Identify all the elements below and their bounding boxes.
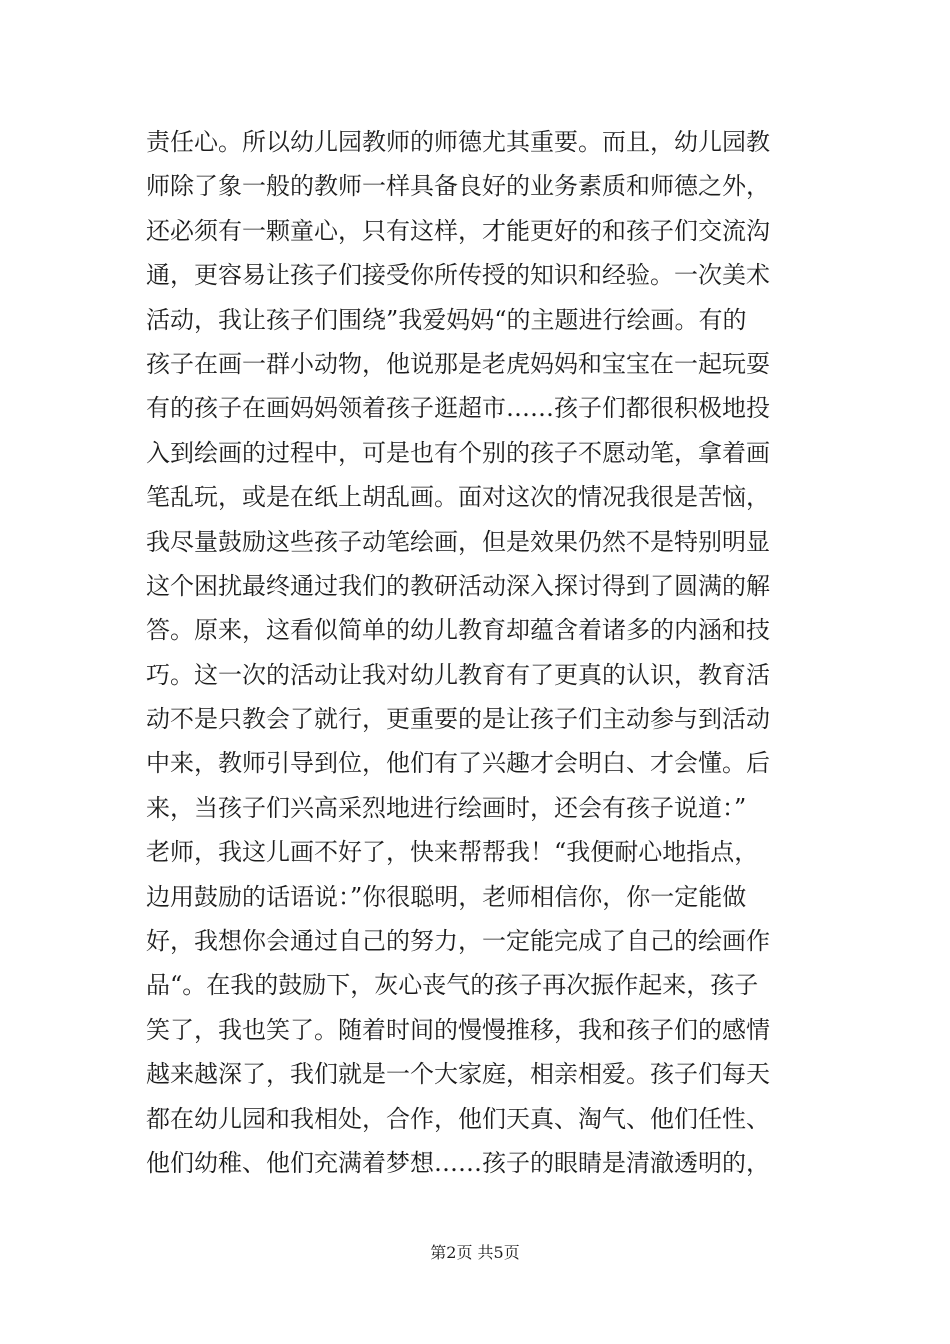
text-line: 边用鼓励的话语说：”你很聪明，老师相信你，你一定能做 bbox=[146, 882, 747, 911]
text-line: 品“。在我的鼓励下，灰心丧气的孩子再次振作起来，孩子 bbox=[146, 971, 759, 1000]
text-line: 责任心。所以幼儿园教师的师德尤其重要。而且，幼儿园教 bbox=[146, 128, 770, 156]
text-line: 笑了，我也笑了。随着时间的慢慢推移，我和孩子们的感情 bbox=[146, 1015, 770, 1044]
text-line: 活动，我让孩子们围绕”我爱妈妈“的主题进行绘画。有的 bbox=[146, 305, 747, 334]
text-line: 来，当孩子们兴高采烈地进行绘画时，还会有孩子说道：” bbox=[146, 793, 747, 822]
text-line: 老师，我这儿画不好了，快来帮帮我！“我便耐心地指点， bbox=[146, 838, 759, 867]
body-text bbox=[146, 120, 826, 1185]
text-line: 通，更容易让孩子们接受你所传授的知识和经验。一次美术 bbox=[146, 261, 770, 290]
text-line: 他们幼稚、他们充满着梦想……孩子的眼睛是清澈透明的， bbox=[146, 1148, 770, 1177]
text-line: 孩子在画一群小动物，他说那是老虎妈妈和宝宝在一起玩耍 bbox=[146, 349, 770, 378]
text-line: 好，我想你会通过自己的努力，一定能完成了自己的绘画作 bbox=[146, 927, 770, 956]
text-line: 师除了象一般的教师一样具备良好的业务素质和师德之外， bbox=[146, 172, 770, 201]
text-line: 有的孩子在画妈妈领着孩子逛超市……孩子们都很积极地投 bbox=[146, 394, 770, 423]
text-line: 笔乱玩，或是在纸上胡乱画。面对这次的情况我很是苦恼， bbox=[146, 483, 770, 512]
text-line: 中来，教师引导到位，他们有了兴趣才会明白、才会懂。后 bbox=[146, 749, 770, 778]
text-line: 答。原来，这看似简单的幼儿教育却蕴含着诸多的内涵和技 bbox=[146, 616, 770, 645]
text-line: 都在幼儿园和我相处，合作，他们天真、淘气、他们任性、 bbox=[146, 1104, 770, 1133]
text-line: 入到绘画的过程中，可是也有个别的孩子不愿动笔，拿着画 bbox=[146, 438, 770, 467]
page-number-footer: 第2页 共5页 bbox=[430, 1243, 520, 1262]
text-line: 这个困扰最终通过我们的教研活动深入探讨得到了圆满的解 bbox=[146, 571, 770, 600]
text-line: 巧。这一次的活动让我对幼儿教育有了更真的认识，教育活 bbox=[146, 660, 770, 689]
text-line: 还必须有一颗童心，只有这样，才能更好的和孩子们交流沟 bbox=[146, 216, 770, 245]
text-line: 我尽量鼓励这些孩子动笔绘画，但是效果仍然不是特别明显 bbox=[146, 527, 770, 556]
text-line: 动不是只教会了就行，更重要的是让孩子们主动参与到活动 bbox=[146, 705, 770, 734]
text-line: 越来越深了，我们就是一个大家庭，相亲相爱。孩子们每天 bbox=[146, 1060, 770, 1089]
